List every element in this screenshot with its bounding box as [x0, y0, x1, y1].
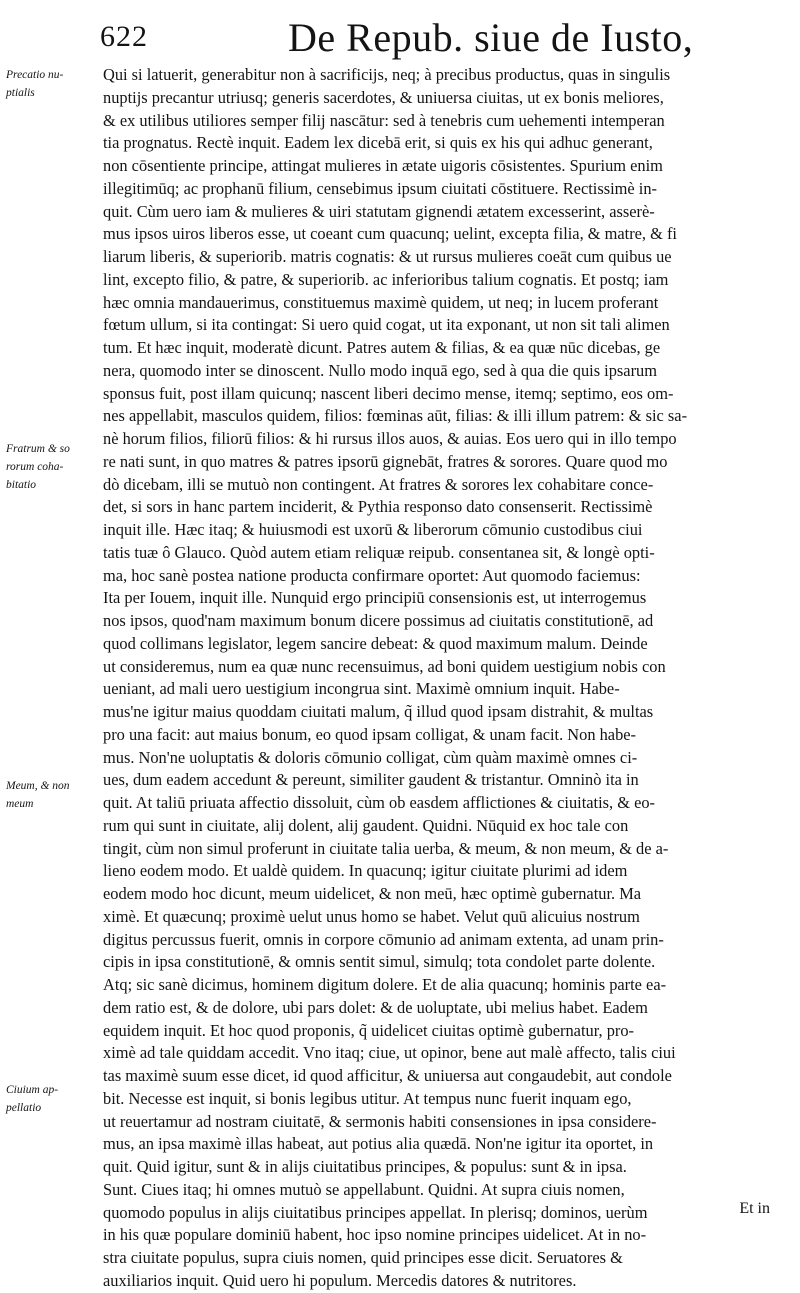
text-line: dem ratio est, & de dolore, ubi pars dolet: & de uoluptate, ubi melius habet. Eadem — [103, 997, 648, 1017]
text-line: tatis tuæ ô Glauco. Quòd autem etiam reliquæ reipub. consentanea sit, & longè opti- — [103, 542, 655, 562]
margin-note-precatio-nuptialis — [6, 66, 104, 102]
margin-note-meum-non-meum — [6, 777, 104, 813]
text-line: ma, hoc sanè postea natione producta confirmare oportet: Aut quomodo faciemus: — [103, 565, 641, 585]
text-line: det, si sors in hanc partem inciderit, & Pythia responso dato consenserit. Rectissimè — [103, 497, 653, 517]
text-line: in his quæ populare dominiū habent, hoc ipso nomine principes uidelicet. At in no- — [103, 1225, 647, 1245]
text-line: nuptijs precantur utriusq; generis sacerdotes, & uniuersa ciuitas, ut ex bonis meliores, — [103, 87, 664, 107]
text-line: mus. Non'ne uoluptatis & doloris cōmunio colligat, cùm quàm maximè omnes ci- — [103, 747, 638, 767]
text-line: tum. Et hæc inquit, moderatè dicunt. Patres autem & filias, & ea quæ nūc dicebas, ge — [103, 338, 661, 357]
text-line: hæc omnia mandauerimus, constituemus maximè quidem, ut neq; in lucem proferant — [103, 292, 659, 312]
text-line: Qui si latuerit, generabitur non à sacrificijs, neq; à precibus productus, quas in singulis — [103, 65, 671, 84]
margin-note-line: rorum coha- — [6, 461, 64, 473]
text-line: ueniant, ad mali uero uestigium incongrua sint. Maximè omnium inquit. Habe- — [103, 679, 620, 699]
margin-note-ciuium-appellatio — [6, 1081, 104, 1117]
text-line: nè horum filios, filiorū filios: & hi rursus illos auos, & auias. Eos uero qui in illo tempo — [103, 429, 677, 448]
margin-note-line: Ciuium ap- — [6, 1084, 59, 1096]
text-line: non cōsentiente principe, attingat mulieres in ætate uigoris cōsistentes. Spurium enim — [103, 156, 663, 175]
text-line: nes appellabit, masculos quidem, filios: fœminas aūt, filias: & illi illum patrem: & sic sa- — [103, 406, 688, 426]
text-line: ximè ad tale quiddam accedit. Vno itaq; ciue, ut opinor, bene aut malè affecto, talis ciui — [103, 1043, 676, 1063]
text-line: Atq; sic sanè dicimus, hominem digitum dolere. Et de alia quacunq; hominis parte ea- — [103, 975, 667, 994]
margin-notes — [6, 0, 104, 1233]
page-header — [0, 14, 800, 64]
text-line: quit. Quid igitur, sunt & in alijs ciuitatibus principes, & populus: sunt & in ipsa. — [103, 1157, 627, 1176]
text-line: rum qui sunt in ciuitate, alij dolent, alij gaudent. Quidni. Nūquid ex hoc tale con — [103, 815, 629, 835]
text-line: mus, an ipsa maximè illas habeat, aut potius alia quædā. Non'ne igitur ita oportet, in — [103, 1134, 654, 1154]
text-line: eodem modo hoc dicunt, meum uidelicet, & non meū, hæc optimè gubernatur. Ma — [103, 884, 642, 903]
margin-note-line: pellatio — [6, 1102, 42, 1114]
text-line: tas maximè suum esse dicet, id quod afficitur, & uniuersa aut congaudebit, aut condole — [103, 1066, 672, 1085]
margin-note-fratrum-sororum — [6, 440, 104, 494]
text-line: nera, quomodo inter se dinoscent. Nullo modo inquā ego, sed à qua die quis ipsarum — [103, 360, 657, 380]
running-title: De Repub. siue de Iusto, — [288, 15, 694, 60]
margin-note-line: Fratrum & so — [6, 443, 70, 455]
text-line: nos ipsos, quod'nam maximum bonum dicere possimus ad ciuitatis constitutionē, ad — [103, 611, 654, 630]
page-number: 622 — [100, 20, 148, 53]
text-line: cipis in ipsa constitutionē, & omnis sentit simul, simulq; tota condolet parte dolente. — [103, 952, 656, 972]
text-line: dò dicebam, illi se mutuò non contingent. At fratres & sorores lex cohabitare conce- — [103, 474, 654, 494]
text-line: bit. Necesse est inquit, si bonis legibus utitur. At tempus nunc fuerit inquam ego, — [103, 1088, 632, 1108]
text-line: sponsus fuit, post illam quicunq; nascent liberi decimo mense, itemq; septimo, eos om- — [103, 383, 674, 403]
text-line: mus ipsos uiros liberos esse, ut coeant cum quacunq; uelint, excepta filia, & matre, & fi — [103, 224, 677, 244]
catchword: Et in — [739, 1200, 770, 1217]
text-line: ut reuertamur ad nostram ciuitatē, & sermonis habiti consensiones in ipsa considere- — [103, 1111, 657, 1131]
text-line: quomodo populus in alijs ciuitatibus principes appellat. In plerisq; dominos, uerùm — [103, 1202, 648, 1222]
text-line: & ex utilibus utiliores semper filij nascātur: sed à tenebris cum uehementi intemperan — [103, 110, 665, 130]
text-line: ximè. Et quæcunq; proximè uelut unus homo se habet. Velut quū alicuius nostrum — [103, 906, 640, 926]
margin-note-line: Precatio nu- — [6, 69, 64, 81]
text-line: ues, dum eadem accedunt & pereunt, similiter gaudent & tristantur. Omninò ita in — [103, 770, 639, 790]
text-line: digitus percussus fuerit, omnis in corpore cōmunio ad animam extenta, ad unam prin- — [103, 929, 664, 949]
text-line: illegitimūq; ac prophanū filium, censebimus ipsum ciuitati cōstituere. Rectissimè in- — [103, 178, 657, 198]
text-line: auxiliarios inquit. Quid uero hi populum. Mercedis datores & nutritores. — [103, 1270, 577, 1290]
text-line: equidem inquit. Et hoc quod proponis, q̃ uidelicet ciuitas optimè gubernatur, pro- — [103, 1020, 635, 1040]
text-line: Sunt. Ciues itaq; hi omnes mutuò se appellabunt. Quidni. At supra ciuis nomen, — [103, 1179, 625, 1199]
text-line: quit. At taliū priuata affectio dissoluit, cùm ob easdem afflictiones & ciuitatis, & eo- — [103, 793, 655, 812]
text-line: quod collimans legislator, legem sancire debeat: & quod maximum malum. Deinde — [103, 633, 648, 653]
text-line: lieno eodem modo. Et ualdè quidem. In quacunq; igitur ciuitate plurimi ad idem — [103, 861, 628, 881]
margin-note-line: ptialis — [6, 87, 35, 99]
margin-note-line: bitatio — [6, 479, 37, 491]
text-line: quit. Cùm uero iam & mulieres & uiri statutam gignendi ætatem excesserint, asserè- — [103, 201, 655, 221]
body-text — [103, 64, 793, 1293]
text-line: lint, excepto filio, & patre, & superiorib. ac inferioribus talium cognatis. Et postq; iam — [103, 269, 669, 289]
text-line: Ita per Iouem, inquit ille. Nunquid ergo principiū consensionis est, ut interrogemus — [103, 588, 647, 608]
text-line: pro una facit: aut maius bonum, eo quod ipsam colligat, & unam facit. Non habe- — [103, 724, 637, 744]
margin-note-line: Meum, & non — [6, 780, 70, 792]
text-line: fœtum ullum, si ita contingat: Si uero quid cogat, ut ita exponant, ut non sit tali alimen — [103, 315, 670, 335]
text-line: tia prognatus. Rectè inquit. Eadem lex dicebā erit, si quis ex his qui adhuc generant, — [103, 133, 653, 153]
text-line: stra ciuitate populus, supra ciuis nomen, quid principes esse dicit. Seruatores & — [103, 1248, 623, 1267]
text-line: liarum liberis, & superiorib. matris cognatis: & ut rursus mulieres coeāt cum quibus ue — [103, 247, 672, 266]
margin-note-line: meum — [6, 798, 34, 810]
text-line: tingit, cùm non simul proferunt in ciuitate talia uerba, & meum, & non meum, & de a- — [103, 838, 669, 858]
text-line: ut consideremus, num ea quæ nunc recensuimus, ad boni quidem uestigium nobis con — [103, 656, 666, 676]
text-line: mus'ne igitur maius quoddam ciuitati malum, q̃ illud quod ipsam distrahit, & multas — [103, 702, 654, 721]
text-line: re nati sunt, in quo matres & patres ipsorū gignebāt, fratres & sorores. Quare quod mo — [103, 451, 668, 471]
text-line: inquit ille. Hæc itaq; & huiusmodi est uxorū & liberorum cōmunio custodibus ciui — [103, 520, 643, 539]
